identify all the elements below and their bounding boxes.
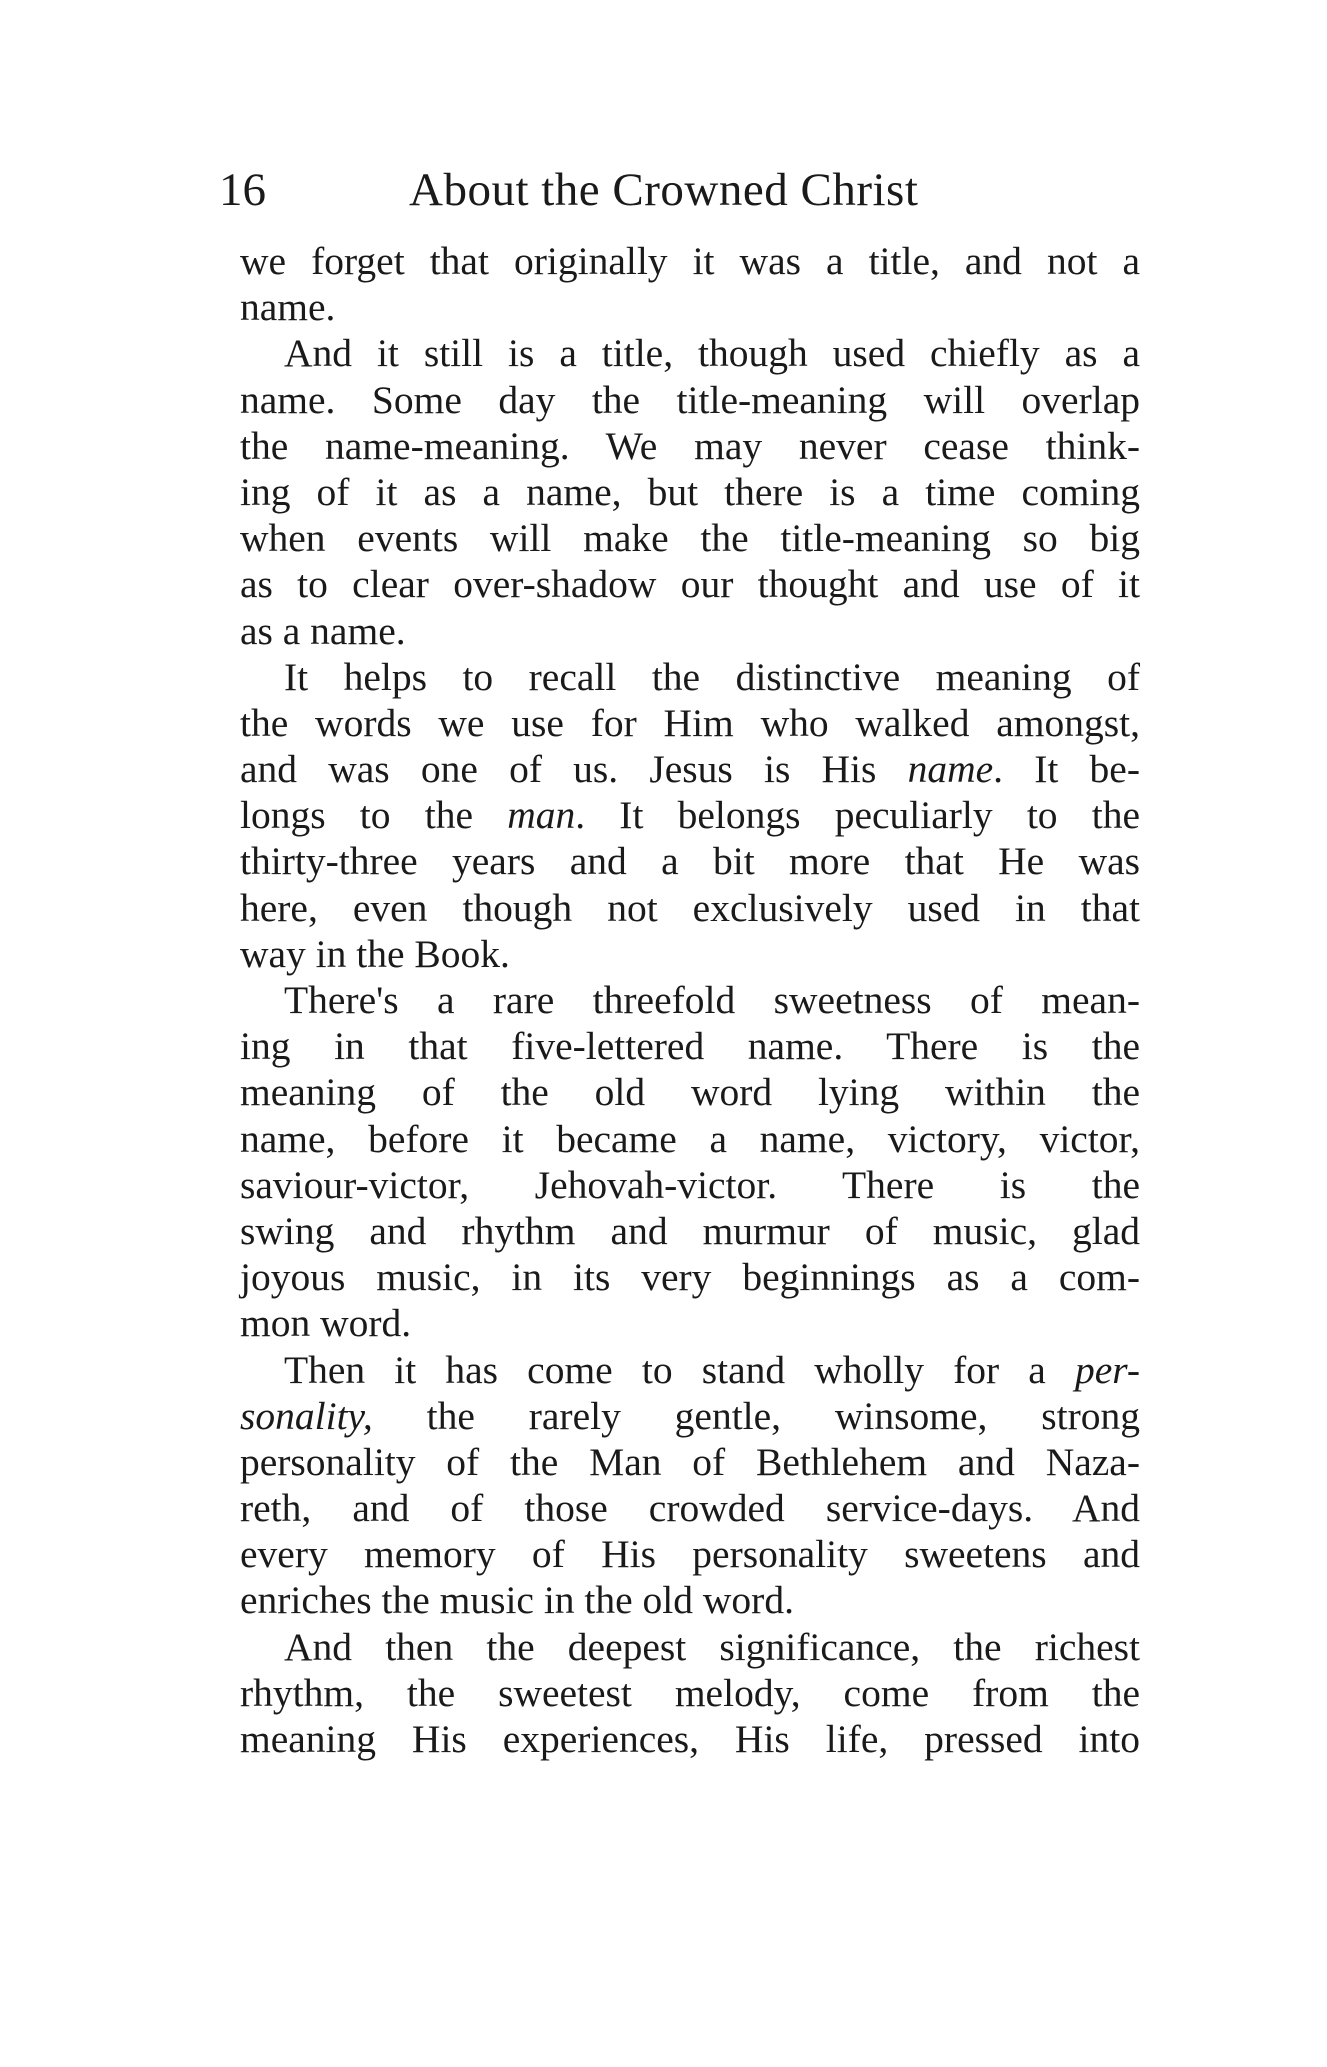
text-run: the rarely gentle, winsome, strong bbox=[372, 1393, 1140, 1438]
text-run: Then it has come to stand wholly for a bbox=[284, 1347, 1075, 1392]
text-line: personality of the Man of Bethlehem and Naza- bbox=[240, 1439, 1140, 1484]
text-line: thirty-three years and a bit more that He was bbox=[240, 839, 1140, 884]
text-line: reth, and of those crowded service-days. And bbox=[240, 1486, 1140, 1531]
running-title: About the Crowned Christ bbox=[409, 164, 919, 216]
italic-word: sonality, bbox=[240, 1393, 373, 1438]
text-run: and was one of us. Jesus is His bbox=[240, 747, 908, 792]
body-text bbox=[240, 238, 1140, 1762]
text-line: we forget that originally it was a title, and not a bbox=[240, 239, 1140, 283]
italic-word: name bbox=[907, 747, 994, 792]
text-line: here, even though not exclusively used in that bbox=[240, 885, 1140, 930]
text-line: way in the Book. bbox=[240, 931, 510, 976]
text-line: rhythm, the sweetest melody, come from the bbox=[240, 1670, 1140, 1715]
text-line: when events will make the title-meaning so big bbox=[240, 516, 1140, 561]
text-line bbox=[240, 792, 1140, 838]
text-line: the name-meaning. We may never cease think- bbox=[240, 423, 1140, 468]
italic-word: man bbox=[507, 793, 576, 838]
italic-word: per- bbox=[1074, 1347, 1140, 1392]
paragraph bbox=[240, 1347, 1140, 1624]
text-line: swing and rhythm and murmur of music, glad bbox=[240, 1208, 1140, 1253]
text-line: ing in that five-lettered name. There is the bbox=[240, 1024, 1140, 1069]
text-line: mon word. bbox=[240, 1301, 412, 1346]
text-line: name. bbox=[240, 285, 336, 330]
paragraph bbox=[240, 238, 1140, 330]
text-line: every memory of His personality sweetens and bbox=[240, 1532, 1140, 1577]
text-line: as a name. bbox=[240, 608, 406, 653]
text-run: . It belongs peculiarly to the bbox=[575, 793, 1140, 838]
text-line: the words we use for Him who walked amongst, bbox=[240, 700, 1140, 745]
paragraph bbox=[240, 977, 1140, 1347]
text-run: . It be- bbox=[993, 747, 1140, 792]
text-line: enriches the music in the old word. bbox=[240, 1578, 794, 1623]
text-line: And then the deepest significance, the richest bbox=[284, 1624, 1140, 1669]
text-line: It helps to recall the distinctive meaning of bbox=[284, 654, 1140, 699]
text-run: longs to the bbox=[240, 793, 508, 838]
text-line: ing of it as a name, but there is a time coming bbox=[240, 469, 1140, 514]
page-number: 16 bbox=[219, 164, 266, 216]
running-head bbox=[219, 160, 1139, 220]
text-line: joyous music, in its very beginnings as a com- bbox=[240, 1255, 1140, 1300]
paragraph bbox=[240, 1624, 1140, 1763]
text-line bbox=[240, 746, 1140, 792]
text-line bbox=[240, 1393, 1140, 1439]
text-line: meaning His experiences, His life, pressed into bbox=[240, 1717, 1140, 1761]
text-line: name. Some day the title-meaning will overlap bbox=[240, 377, 1140, 422]
paragraph bbox=[240, 654, 1140, 977]
text-line: saviour-victor, Jehovah-victor. There is the bbox=[240, 1162, 1140, 1207]
text-line: meaning of the old word lying within the bbox=[240, 1070, 1140, 1115]
text-line: There's a rare threefold sweetness of mean- bbox=[284, 978, 1140, 1022]
text-line bbox=[240, 1347, 1140, 1393]
text-line: as to clear over-shadow our thought and use of it bbox=[240, 562, 1140, 607]
text-line: name, before it became a name, victory, victor, bbox=[240, 1116, 1140, 1161]
text-line: And it still is a title, though used chiefly as a bbox=[284, 331, 1140, 376]
paragraph bbox=[240, 330, 1140, 653]
